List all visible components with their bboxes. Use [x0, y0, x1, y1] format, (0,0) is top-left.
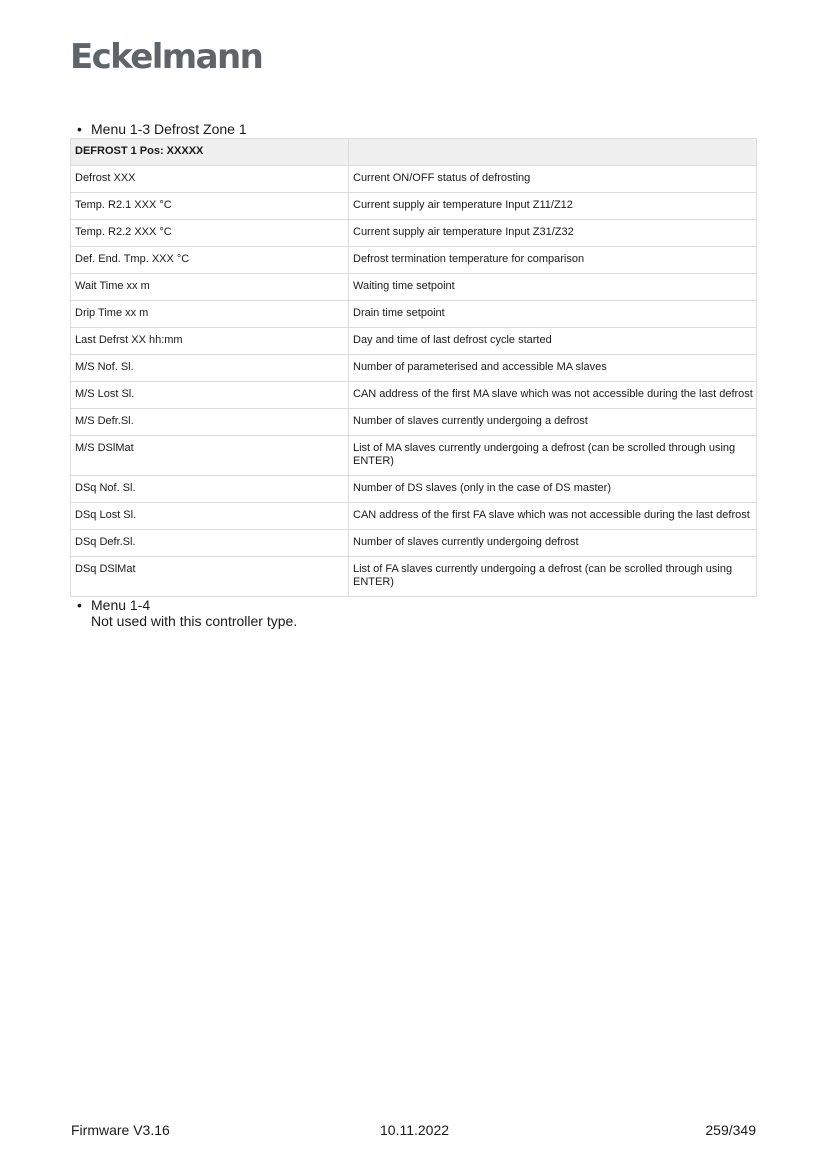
parameter-description: Number of slaves currently undergoing defrost — [349, 530, 757, 557]
parameter-name: Temp. R2.1 XXX °C — [71, 193, 349, 220]
table-row — [71, 193, 757, 220]
parameter-name: Last Defrst XX hh:mm — [71, 328, 349, 355]
table-row — [71, 247, 757, 274]
parameter-name: Drip Time xx m — [71, 301, 349, 328]
parameter-description: List of FA slaves currently undergoing a defrost (can be scrolled through using ENTER) — [349, 557, 757, 597]
table-row — [71, 530, 757, 557]
parameter-name: Def. End. Tmp. XXX °C — [71, 247, 349, 274]
parameter-description: Current supply air temperature Input Z31/Z32 — [349, 220, 757, 247]
parameter-description: Current ON/OFF status of defrosting — [349, 166, 757, 193]
footer-page-number: 259/349 — [705, 1122, 756, 1138]
section-body-text: Not used with this controller type. — [91, 613, 298, 629]
parameter-name: Defrost XXX — [71, 166, 349, 193]
table-row — [71, 557, 757, 597]
parameter-name: DSq DSlMat — [71, 557, 349, 597]
parameter-description: Day and time of last defrost cycle started — [349, 328, 757, 355]
parameter-description: Number of DS slaves (only in the case of DS master) — [349, 476, 757, 503]
section-title: Menu 1-3 Defrost Zone 1 — [91, 121, 247, 137]
parameter-table — [70, 138, 757, 597]
parameter-name: DSq Nof. Sl. — [71, 476, 349, 503]
parameter-description: Number of parameterised and accessible MA slaves — [349, 355, 757, 382]
parameter-description: Number of slaves currently undergoing a defrost — [349, 409, 757, 436]
parameter-name: M/S Defr.Sl. — [71, 409, 349, 436]
table-row — [71, 220, 757, 247]
table-row — [71, 503, 757, 530]
bullet-icon: • — [77, 597, 82, 613]
section-heading-menu-1-4 — [77, 597, 150, 614]
section-title: Menu 1-4 — [91, 597, 151, 613]
table-row — [71, 382, 757, 409]
table-row — [71, 409, 757, 436]
parameter-description: CAN address of the first MA slave which was not accessible during the last defrost — [349, 382, 757, 409]
company-logo: Eckelmann — [70, 37, 263, 77]
parameter-description: List of MA slaves currently undergoing a defrost (can be scrolled through using ENTER) — [349, 436, 757, 476]
section-heading-menu-1-3 — [77, 121, 247, 138]
parameter-description: Defrost termination temperature for comparison — [349, 247, 757, 274]
bullet-icon: • — [77, 121, 82, 137]
footer-date: 10.11.2022 — [380, 1122, 450, 1138]
parameter-description: CAN address of the first FA slave which was not accessible during the last defrost — [349, 503, 757, 530]
parameter-name: DSq Defr.Sl. — [71, 530, 349, 557]
parameter-description: Drain time setpoint — [349, 301, 757, 328]
table-row — [71, 476, 757, 503]
parameter-name: Wait Time xx m — [71, 274, 349, 301]
parameter-description: Waiting time setpoint — [349, 274, 757, 301]
table-row — [71, 355, 757, 382]
table-row — [71, 301, 757, 328]
table-row — [71, 166, 757, 193]
table-row — [71, 328, 757, 355]
table-row — [71, 274, 757, 301]
table-header-cell: DEFROST 1 Pos: XXXXX — [71, 139, 349, 166]
parameter-name: M/S DSlMat — [71, 436, 349, 476]
parameter-name: M/S Nof. Sl. — [71, 355, 349, 382]
table-header-row — [71, 139, 757, 166]
footer-firmware-version: Firmware V3.16 — [71, 1122, 170, 1138]
table-header-cell — [349, 139, 757, 166]
table-row — [71, 436, 757, 476]
parameter-name: M/S Lost Sl. — [71, 382, 349, 409]
parameter-description: Current supply air temperature Input Z11/Z12 — [349, 193, 757, 220]
parameter-name: DSq Lost Sl. — [71, 503, 349, 530]
parameter-name: Temp. R2.2 XXX °C — [71, 220, 349, 247]
